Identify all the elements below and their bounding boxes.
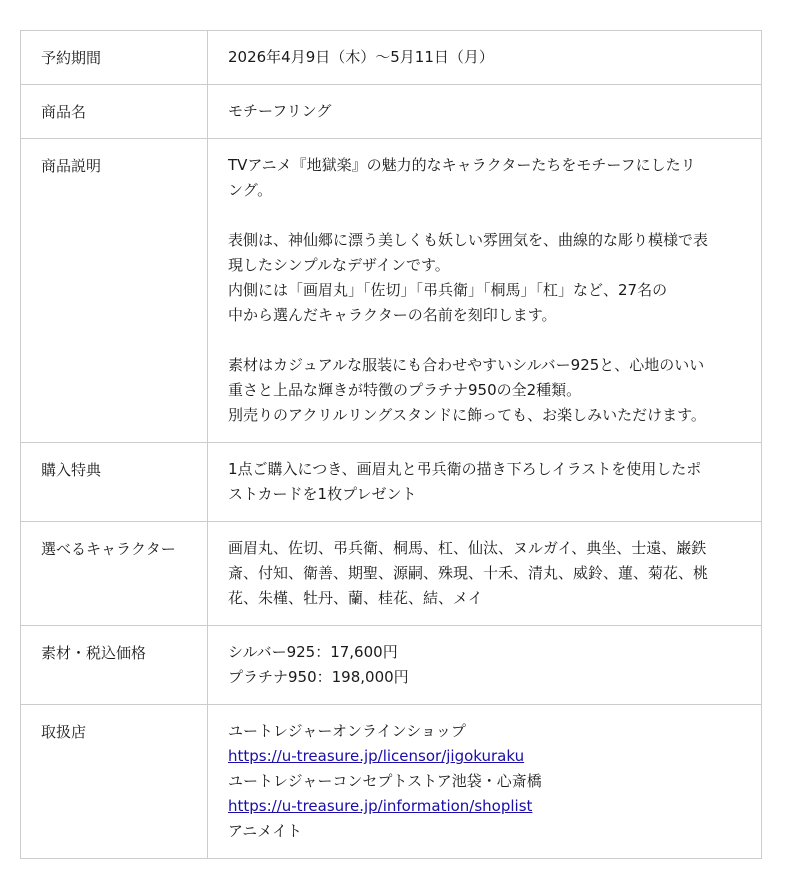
- spec-text-line: シルバー925：17,600円: [228, 643, 398, 661]
- spec-row: [21, 139, 762, 443]
- spec-text-line: 1点ご購入につき、画眉丸と弔兵衛の描き下ろしイラストを使用したポ: [228, 460, 702, 478]
- spec-text-line: 表側は、神仙郷に漂う美しくも妖しい雰囲気を、曲線的な彫り模様で表: [228, 231, 709, 249]
- store-link[interactable]: https://u-treasure.jp/information/shoplist: [228, 797, 533, 815]
- spec-label: 選べるキャラクター: [21, 522, 208, 626]
- blank-line: [228, 328, 743, 353]
- spec-label: 商品名: [21, 85, 208, 139]
- spec-text-line: 内側には「画眉丸」「佐切」「弔兵衛」「桐馬」「杠」など、27名の: [228, 281, 668, 299]
- spec-link-line: [228, 744, 743, 769]
- spec-text-line: ストカードを1枚プレゼント: [228, 485, 417, 503]
- spec-row: [21, 31, 762, 85]
- spec-row: [21, 522, 762, 626]
- spec-text-line: TVアニメ『地獄楽』の魅力的なキャラクターたちをモチーフにしたリ: [228, 156, 696, 174]
- spec-label: 購入特典: [21, 443, 208, 522]
- spec-value: [208, 626, 762, 705]
- product-spec-table: [20, 30, 762, 859]
- spec-text-line: 斎、付知、衛善、期聖、源嗣、殊現、十禾、清丸、威鈴、蓮、菊花、桃: [228, 564, 709, 582]
- spec-text-line: プラチナ950：198,000円: [228, 668, 409, 686]
- spec-row: [21, 85, 762, 139]
- spec-link-line: [228, 794, 743, 819]
- spec-value: [208, 31, 762, 85]
- spec-value: [208, 139, 762, 443]
- spec-text-line: ング。: [228, 181, 273, 199]
- spec-text-line: 中から選んだキャラクターの名前を刻印します。: [228, 306, 557, 324]
- spec-row: [21, 705, 762, 859]
- spec-value: [208, 85, 762, 139]
- spec-text-line: ユートレジャーコンセプトストア池袋・心斎橋: [228, 772, 542, 790]
- spec-text-line: モチーフリング: [228, 102, 332, 120]
- spec-value: [208, 705, 762, 859]
- spec-row: [21, 443, 762, 522]
- spec-label: 予約期間: [21, 31, 208, 85]
- spec-value: [208, 522, 762, 626]
- spec-text-line: 重さと上品な輝きが特徴のプラチナ950の全2種類。: [228, 381, 582, 399]
- spec-text-line: 素材はカジュアルな服装にも合わせやすいシルバー925と、心地のいい: [228, 356, 705, 374]
- spec-label: 商品説明: [21, 139, 208, 443]
- spec-text-line: ユートレジャーオンラインショップ: [228, 722, 466, 740]
- blank-line: [228, 203, 743, 228]
- spec-text-line: 現したシンプルなデザインです。: [228, 256, 450, 274]
- spec-value: [208, 443, 762, 522]
- spec-row: [21, 626, 762, 705]
- spec-text-line: 画眉丸、佐切、弔兵衛、桐馬、杠、仙汰、ヌルガイ、典坐、士遠、巌鉄: [228, 539, 707, 557]
- spec-text-line: アニメイト: [228, 822, 302, 840]
- product-spec-container: [20, 30, 762, 859]
- spec-table-body: [21, 31, 762, 859]
- spec-label: 取扱店: [21, 705, 208, 859]
- spec-text-line: 2026年4月9日（木）〜5月11日（月）: [228, 48, 494, 66]
- spec-label: 素材・税込価格: [21, 626, 208, 705]
- spec-text-line: 花、朱槿、牡丹、蘭、桂花、結、メイ: [228, 589, 483, 607]
- spec-text-line: 別売りのアクリルリングスタンドに飾っても、お楽しみいただけます。: [228, 406, 706, 424]
- store-link[interactable]: https://u-treasure.jp/licensor/jigokuraku: [228, 747, 525, 765]
